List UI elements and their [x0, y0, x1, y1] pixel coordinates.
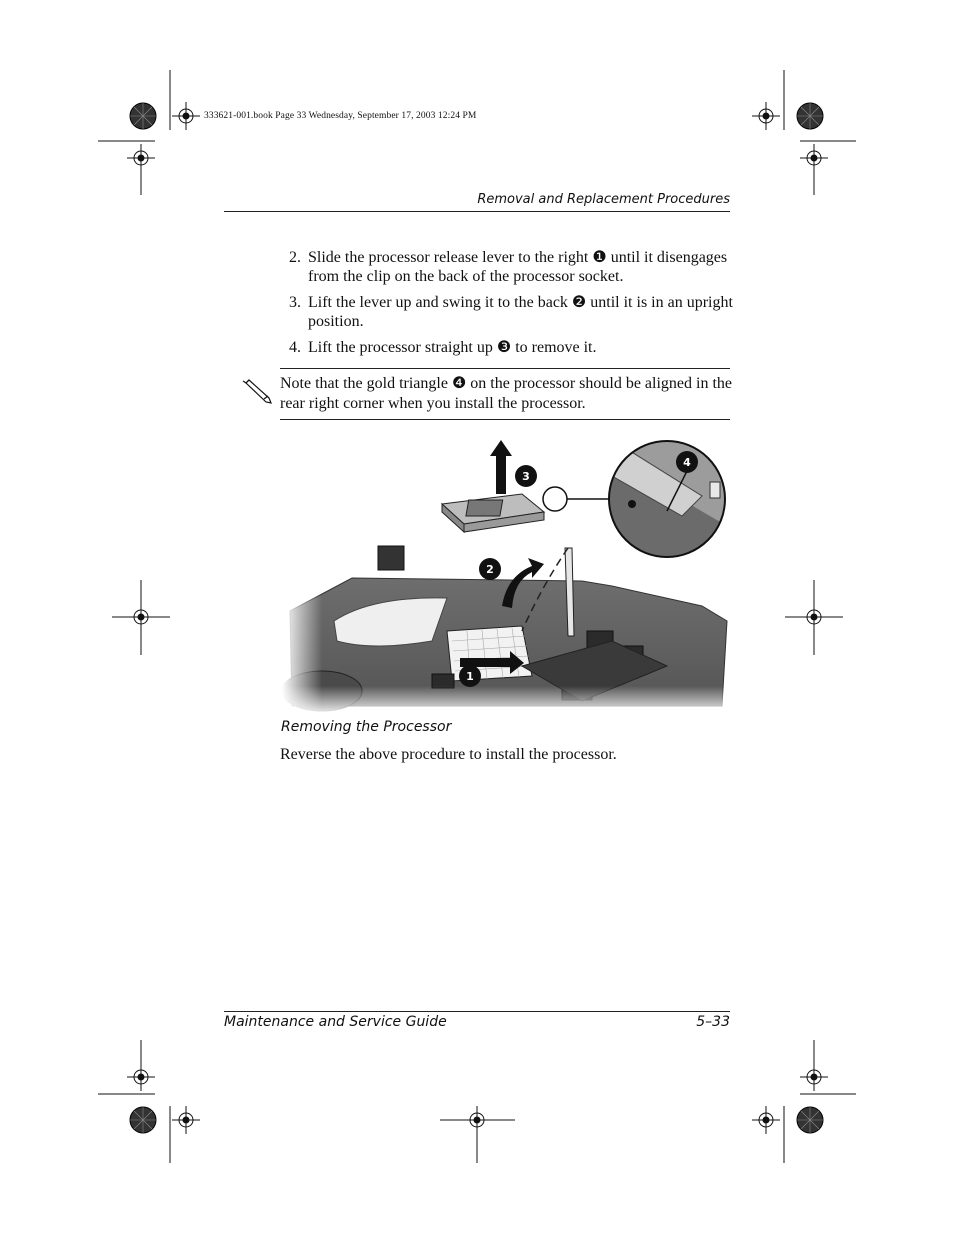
note-top-rule [280, 368, 730, 369]
footer-title: Maintenance and Service Guide [224, 1014, 447, 1030]
step-text: Lift the processor straight up ❸ to remove it. [308, 339, 597, 356]
pencil-note-icon [242, 378, 274, 408]
footer-rule [224, 1011, 730, 1012]
figure-caption: Removing the Processor [281, 719, 452, 735]
processor-removal-figure [282, 436, 732, 716]
step-number: 4. [289, 339, 301, 356]
step-number: 2. [289, 249, 301, 266]
step-2 [289, 248, 739, 286]
page-number: 5–33 [696, 1014, 730, 1030]
callout-1 [459, 665, 481, 687]
step-4 [289, 338, 739, 357]
svg-text:1: 1 [466, 670, 474, 683]
note-bottom-rule [280, 419, 730, 420]
running-head: Removal and Replacement Procedures [477, 192, 730, 207]
note-text: Note that the gold triangle ❹ on the processor should be aligned in the rear right corner when you install the processor. [280, 375, 733, 412]
header-rule [224, 211, 730, 212]
callout-2 [479, 558, 501, 580]
svg-text:4: 4 [683, 456, 691, 469]
svg-text:2: 2 [486, 563, 494, 576]
step-text: Lift the lever up and swing it to the back ❷ until it is in an upright position. [308, 294, 733, 330]
closing-paragraph: Reverse the above procedure to install the processor. [280, 746, 617, 763]
callout-4 [676, 451, 698, 473]
svg-text:3: 3 [522, 470, 530, 483]
lift-arrow [490, 440, 512, 494]
step-3 [289, 293, 739, 331]
step-number: 3. [289, 294, 301, 311]
step-text: Slide the processor release lever to the right ❶ until it disengages from the clip on the back of the processor socket. [308, 249, 728, 285]
callout-3 [515, 465, 537, 487]
print-slug: 333621-001.book Page 33 Wednesday, September 17, 2003 12:24 PM [204, 111, 477, 121]
